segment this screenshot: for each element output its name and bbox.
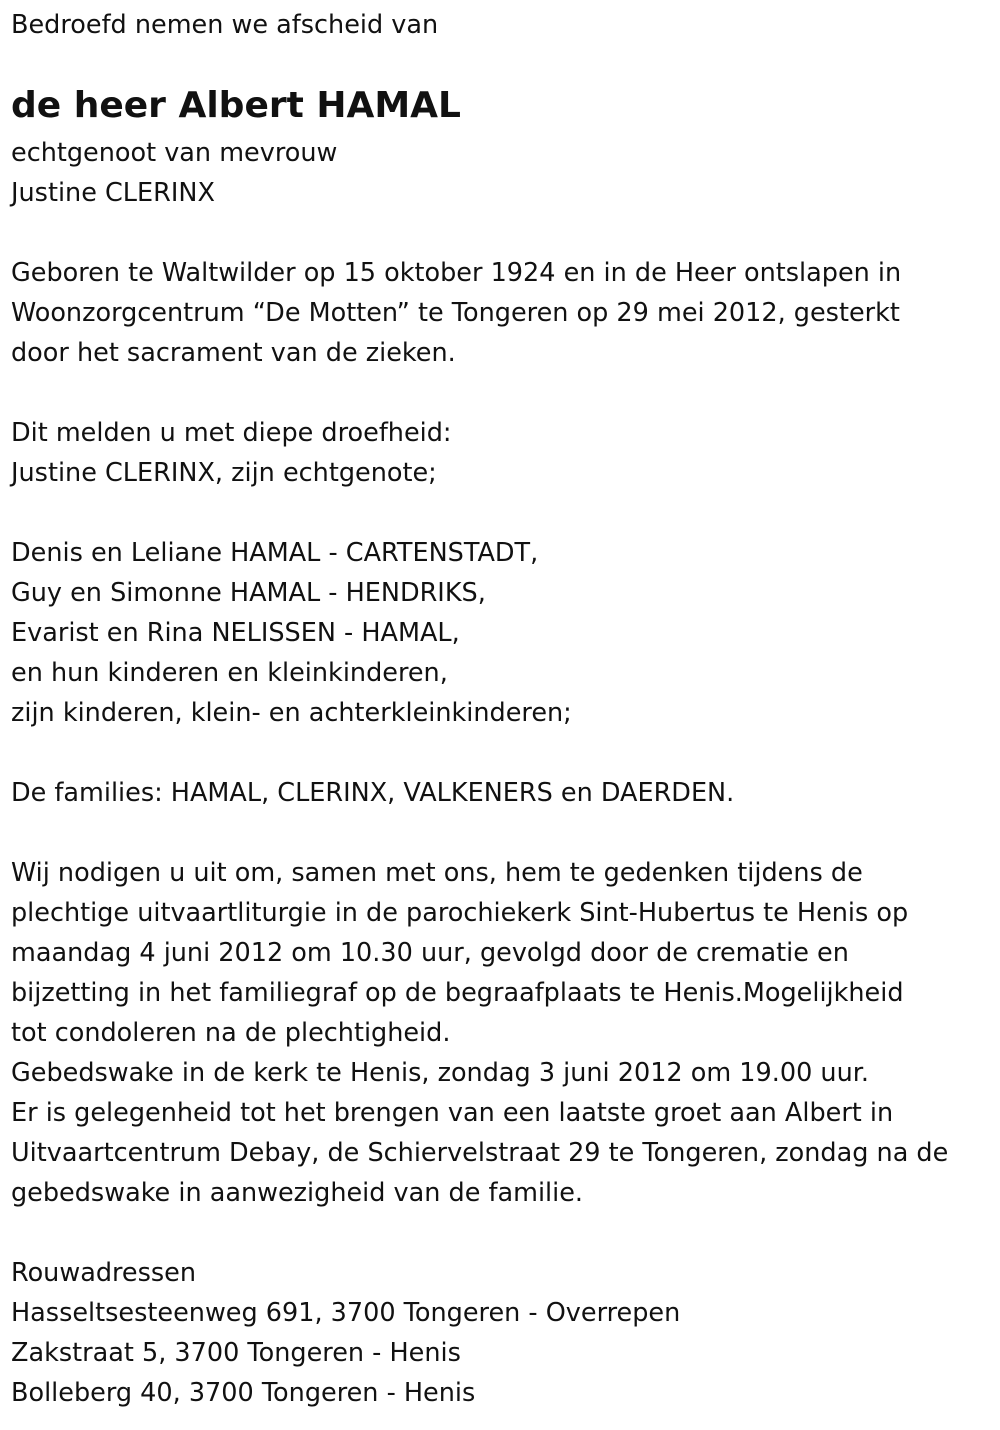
ceremony-line: Gebedswake in de kerk te Henis, zondag 3 juni 2012 om 19.00 uur.: [11, 1058, 869, 1088]
ceremony-line: tot condoleren na de plechtigheid.: [11, 1018, 451, 1048]
ceremony-line: bijzetting in het familiegraf op de begraafplaats te Henis.Mogelijkheid: [11, 978, 904, 1008]
spouse-line-1: echtgenoot van mevrouw: [11, 138, 338, 168]
announcement-line: Justine CLERINX, zijn echtgenote;: [11, 458, 437, 488]
families-line: De families: HAMAL, CLERINX, VALKENERS en DAERDEN.: [11, 778, 735, 808]
spouse-line-2: Justine CLERINX: [11, 178, 215, 208]
ceremony-line: Er is gelegenheid tot het brengen van een laatste groet aan Albert in: [11, 1098, 894, 1128]
ceremony-line: plechtige uitvaartliturgie in de parochiekerk Sint-Hubertus te Henis op: [11, 898, 909, 928]
birth-death-line: door het sacrament van de zieken.: [11, 338, 456, 368]
children-line: Denis en Leliane HAMAL - CARTENSTADT,: [11, 538, 539, 568]
children-line: zijn kinderen, klein- en achterkleinkinderen;: [11, 698, 572, 728]
ceremony-line: maandag 4 juni 2012 om 10.30 uur, gevolgd door de crematie en: [11, 938, 849, 968]
announcement-line: Dit melden u met diepe droefheid:: [11, 418, 452, 448]
ceremony-line: Uitvaartcentrum Debay, de Schiervelstraat 29 te Tongeren, zondag na de: [11, 1138, 949, 1168]
children-line: Guy en Simonne HAMAL - HENDRIKS,: [11, 578, 486, 608]
birth-death-line: Woonzorgcentrum “De Motten” te Tongeren op 29 mei 2012, gesterkt: [11, 298, 900, 328]
addresses-heading: Rouwadressen: [11, 1258, 197, 1288]
birth-death-line: Geboren te Waltwilder op 15 oktober 1924 en in de Heer ontslapen in: [11, 258, 902, 288]
ceremony-line: Wij nodigen u uit om, samen met ons, hem te gedenken tijdens de: [11, 858, 863, 888]
deceased-name: de heer Albert HAMAL: [11, 85, 461, 126]
address-line: Zakstraat 5, 3700 Tongeren - Henis: [11, 1338, 461, 1368]
intro-text: Bedroefd nemen we afscheid van: [11, 10, 439, 40]
children-line: en hun kinderen en kleinkinderen,: [11, 658, 448, 688]
children-line: Evarist en Rina NELISSEN - HAMAL,: [11, 618, 460, 648]
ceremony-line: gebedswake in aanwezigheid van de familie.: [11, 1178, 584, 1208]
address-line: Bolleberg 40, 3700 Tongeren - Henis: [11, 1378, 476, 1408]
address-line: Hasseltsesteenweg 691, 3700 Tongeren - Overrepen: [11, 1298, 681, 1328]
